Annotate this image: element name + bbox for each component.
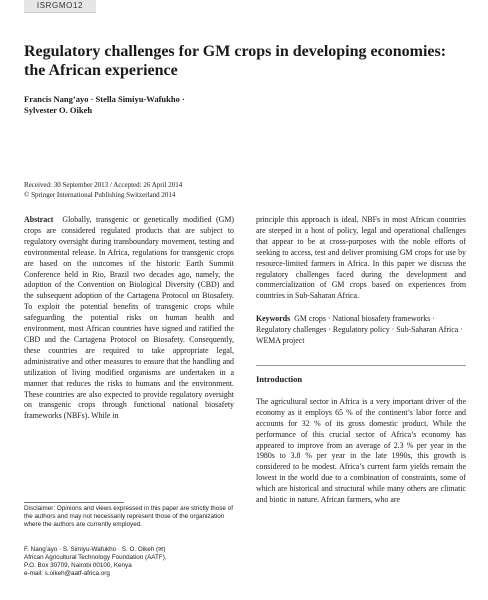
author-affiliation	[24, 546, 234, 578]
journal-tab: ISRGMO12	[24, 0, 96, 13]
disclaimer-footnote: Disclaimer: Opinions and views expressed in this paper are strictly those of the authors and may not necessarily represent those of the organization where the authors are currently employed.	[24, 505, 233, 528]
copyright-notice: © Springer International Publishing Switzerland 2014	[24, 190, 176, 199]
abstract-continuation: principle this approach is ideal, NBFs in most African countries are steeped in a host of policy, legal and operational challenges that appear to be at cross-purposes with the noble efforts of seeking to access, test and deliver promising GM crops for use by resource-limited farmers in Africa. In this paper we discuss the regulatory challenges faced during the development and commercialization of GM crops based on experiences from countries in Sub-Saharan Africa.	[256, 215, 466, 301]
introduction-heading: Introduction	[256, 365, 466, 385]
paper-title: Regulatory challenges for GM crops in developing economies: the African experience	[24, 43, 447, 79]
affiliation-organization: African Agricultural Technology Foundation (AATF),	[24, 554, 167, 561]
keywords-text: GM crops · National biosafety frameworks · Regulatory challenges · Regulatory policy · Sub-Saharan Africa · WEMA project	[256, 314, 463, 346]
left-column	[24, 215, 234, 422]
affiliation-address: P.O. Box 30709, Nairobi 00100, Kenya	[24, 562, 132, 569]
abstract-text: Globally, transgenic or genetically modified (GM) crops are considered regulated products that are subject to regulatory oversight during transboundary movement, testing and environmental release. In Africa, regulations for transgenic crops are based on the outcomes of the historic Earth Summit Conference held in Rio, Brazil two decades ago, namely, the adoption of the Convention on Biological Diversity (CBD) and the subsequent adoption of the Cartagena Protocol on Biosafety. To exploit the potential benefits of transgenic crops while safeguarding the potential risks on human health and environment, most African countries have signed and ratified the CBD and the Cartagena Protocol on Biosafety. Consequently, these countries are required to take appropriate legal, administrative and other measures to ensure that the handling and utilization of living modified organisms are undertaken in a manner that reduces the risks to humans and the environment. These countries are also expected to provide regulatory oversight on transgenic crops through functional national biosafety frameworks (NBFs). While in	[24, 215, 234, 421]
author-line-1: Francis Nang’ayo · Stella Simiyu-Wafukho ·	[24, 94, 185, 104]
abstract-label: Abstract	[24, 215, 54, 224]
author-line-2: Sylvester O. Oikeh	[24, 105, 93, 115]
received-accepted-date: Received: 30 September 2013 / Accepted: 26 April 2014	[24, 181, 183, 189]
abstract	[24, 215, 234, 422]
footnote-divider	[24, 502, 124, 503]
right-column	[256, 215, 466, 506]
keywords	[256, 314, 466, 347]
publication-dates	[24, 181, 324, 200]
affiliation-names: F. Nang’ayo · S. Simiyu-Wafukho · S. O. Oikeh (✉)	[24, 546, 166, 553]
author-list	[24, 94, 324, 116]
keywords-label: Keywords	[256, 314, 291, 324]
affiliation-email[interactable]: e-mail: s.oikeh@aatf-africa.org	[24, 570, 110, 577]
introduction-text: The agricultural sector in Africa is a very important driver of the economy as it employs 65 % of the continent’s labor force and accounts for 32 % of its gross domestic product. While the performance of this crucial sector of Africa’s economy has appeared to improve from an average of 2.3 % per year in the 1980s to 3.8 % per year in the late 1990s, this growth is considered to be modest. Africa’s current farm yields remain the lowest in the world due to a combination of constraints, some of which are historical and structural while many others are climatic and biotic in nature. African farmers, who are	[256, 396, 466, 505]
